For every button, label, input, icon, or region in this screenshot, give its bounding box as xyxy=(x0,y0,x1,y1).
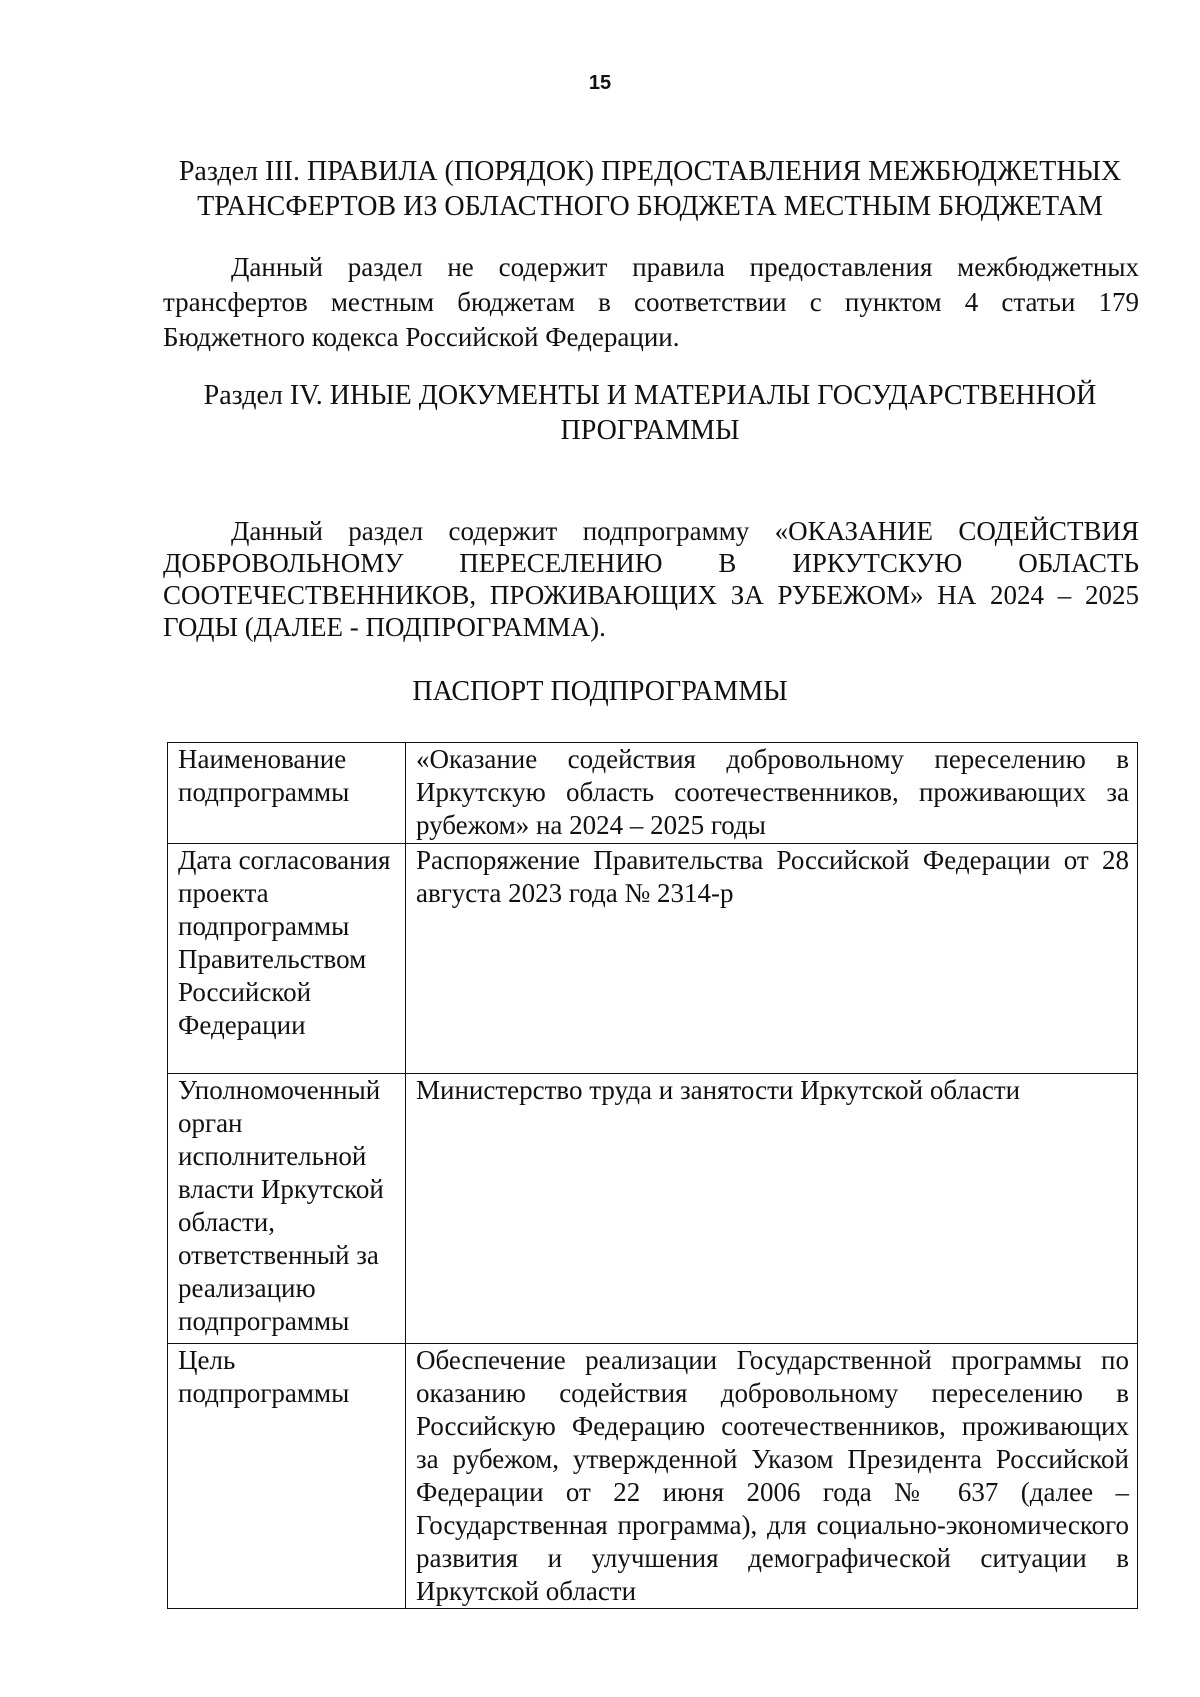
section-4-text: Данный раздел содержит подпрограмму «ОКАЗАНИЕ СОДЕЙСТВИЯ ДОБРОВОЛЬНОМУ ПЕРЕСЕЛЕНИЮ В ИРКУТСКУЮ ОБЛАСТЬ СООТЕЧЕСТВЕННИКОВ, ПРОЖИВАЮЩИХ ЗА РУБЕЖОМ» НА 2024 – 2025 ГОДЫ (ДАЛЕЕ - ПОДПРОГРАММА). xyxy=(163,516,1139,642)
page-number: 15 xyxy=(588,72,612,94)
row-value: Распоряжение Правительства Российской Федерации от 28 августа 2023 года № 2314-р xyxy=(406,844,1138,1074)
section-3-paragraph xyxy=(163,250,1139,355)
row-label: Уполномоченный орган исполнительной власти Иркутской области, ответственный за реализацию подпрограммы xyxy=(168,1074,406,1344)
passport-title: ПАСПОРТ ПОДПРОГРАММЫ xyxy=(412,676,788,707)
table-row xyxy=(168,1074,1138,1344)
row-value: «Оказание содействия добровольному переселению в Иркутскую область соотечественников, проживающих за рубежом» на 2024 – 2025 годы xyxy=(406,743,1138,844)
table-row xyxy=(168,844,1138,1074)
section-3-text: Данный раздел не содержит правила предоставления межбюджетных трансфертов местным бюджетам в соответствии с пунктом 4 статьи 179 Бюджетного кодекса Российской Федерации. xyxy=(163,252,1139,352)
row-label: Наименование подпрограммы xyxy=(168,743,406,844)
row-value: Министерство труда и занятости Иркутской области xyxy=(406,1074,1138,1344)
row-label: Цель подпрограммы xyxy=(168,1344,406,1609)
section-3-heading: Раздел III. ПРАВИЛА (ПОРЯДОК) ПРЕДОСТАВЛЕНИЯ МЕЖБЮДЖЕТНЫХ ТРАНСФЕРТОВ ИЗ ОБЛАСТНОГО БЮДЖЕТА МЕСТНЫМ БЮДЖЕТАМ xyxy=(178,156,1122,222)
row-label: Дата согласования проекта подпрограммы Правительством Российской Федерации xyxy=(168,844,406,1074)
table-row xyxy=(168,1344,1138,1609)
table-row xyxy=(168,743,1138,844)
row-value: Обеспечение реализации Государственной программы по оказанию содействия добровольному переселению в Российскую Федерацию соотечественников, проживающих за рубежом, утвержденной Указом Президента Российской Федерации от 22 июня 2006 года № 637 (далее – Государственная программа), для социально-экономического развития и улучшения демографической ситуации в Иркутской области xyxy=(406,1344,1138,1609)
passport-table xyxy=(167,742,1138,1609)
section-4-paragraph xyxy=(163,515,1139,643)
section-4-heading: Раздел IV. ИНЫЕ ДОКУМЕНТЫ И МАТЕРИАЛЫ ГОСУДАРСТВЕННОЙ ПРОГРАММЫ xyxy=(203,380,1097,446)
